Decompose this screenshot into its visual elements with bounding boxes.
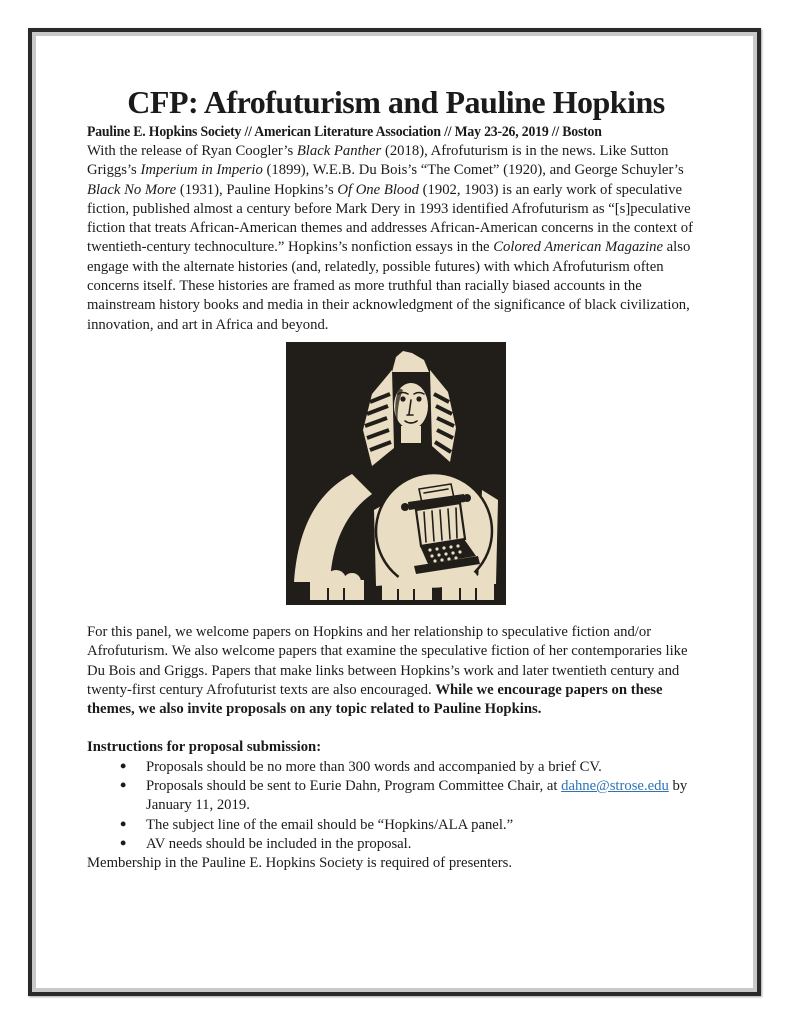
italic-text: Imperium in Imperio [140,162,263,179]
text-segment: Proposals should be no more than 300 words and accompanied by a brief CV. [146,758,602,775]
sphinx-paws [310,570,494,600]
sphinx-typewriter-illustration [87,342,705,605]
italic-text: Of One Blood [337,181,419,198]
page-subtitle: Pauline E. Hopkins Society // American Literature Association // May 23-26, 2019 // Boston [87,124,602,140]
text-segment: For this panel, we welcome papers on Hopkins and her relationship to speculative fiction and/or Afrofuturism. We also welcome papers that examine the speculative fiction of her contemporaries like Du Bois and Griggs. Papers that make links between Hopkins’s work and later twentieth century and twenty-first century Afrofuturist texts are also encouraged. [87,623,688,698]
italic-text: Black Panther [296,143,382,159]
text-segment: The subject line of the email should be “Hopkins/ALA panel.” [146,816,514,833]
text-segment: (1931), Pauline Hopkins’s [176,181,338,198]
document-page [36,36,753,988]
text-segment: Proposals should be sent to Eurie Dahn, Program Committee Chair, at [146,778,562,795]
list-item [87,835,705,854]
list-item [87,758,705,777]
italic-text: Black No More [87,181,177,198]
sphinx-typewriter-svg [286,342,506,605]
text-segment: AV needs should be included in the proposal. [146,835,412,852]
text-segment: With the release of Ryan Coogler’s [87,143,297,159]
panel-paragraph [87,623,705,719]
membership-note: Membership in the Pauline E. Hopkins Society is required of presenters. [87,855,513,872]
instructions-list [87,758,705,854]
text-segment: (2018), Afrofuturism is in the news. Like Sutton Griggs’s [87,143,669,179]
text-segment: also engage with the alternate histories (and, relatedly, possible futures) with which Afrofuturism often concerns itself. These histories are framed as more truthful than racially biased accounts in the mainstream history books and media in their acknowledgment of the significance of black civilization, innovation, and art in Africa and beyond. [87,239,691,333]
bold-text: While we encourage papers on these themes, we also invite proposals on any topic related to Pauline Hopkins. [87,681,663,718]
email-link[interactable]: dahne@strose.edu [561,778,669,795]
list-item [87,777,705,816]
instructions-heading: Instructions for proposal submission: [87,739,322,756]
intro-paragraph [87,142,705,335]
text-segment: (1899), W.E.B. Du Bois’s “The Comet” (1920), and George Schuyler’s [262,162,684,179]
text-segment: by January 11, 2019. [146,778,688,814]
italic-text: Colored American Magazine [493,239,663,256]
list-item [87,816,705,835]
text-segment: (1902, 1903) is an early work of speculative fiction, published almost a century before Mark Dery in 1993 identified Afrofuturism as “[s]peculative fiction that treats African-American themes and addresses African-American concerns in the context of twentieth-century technoculture.” Hopkins’s nonfiction essays in the [87,181,694,256]
page-frame [28,28,761,996]
page-title: CFP: Afrofuturism and Pauline Hopkins [127,84,665,120]
